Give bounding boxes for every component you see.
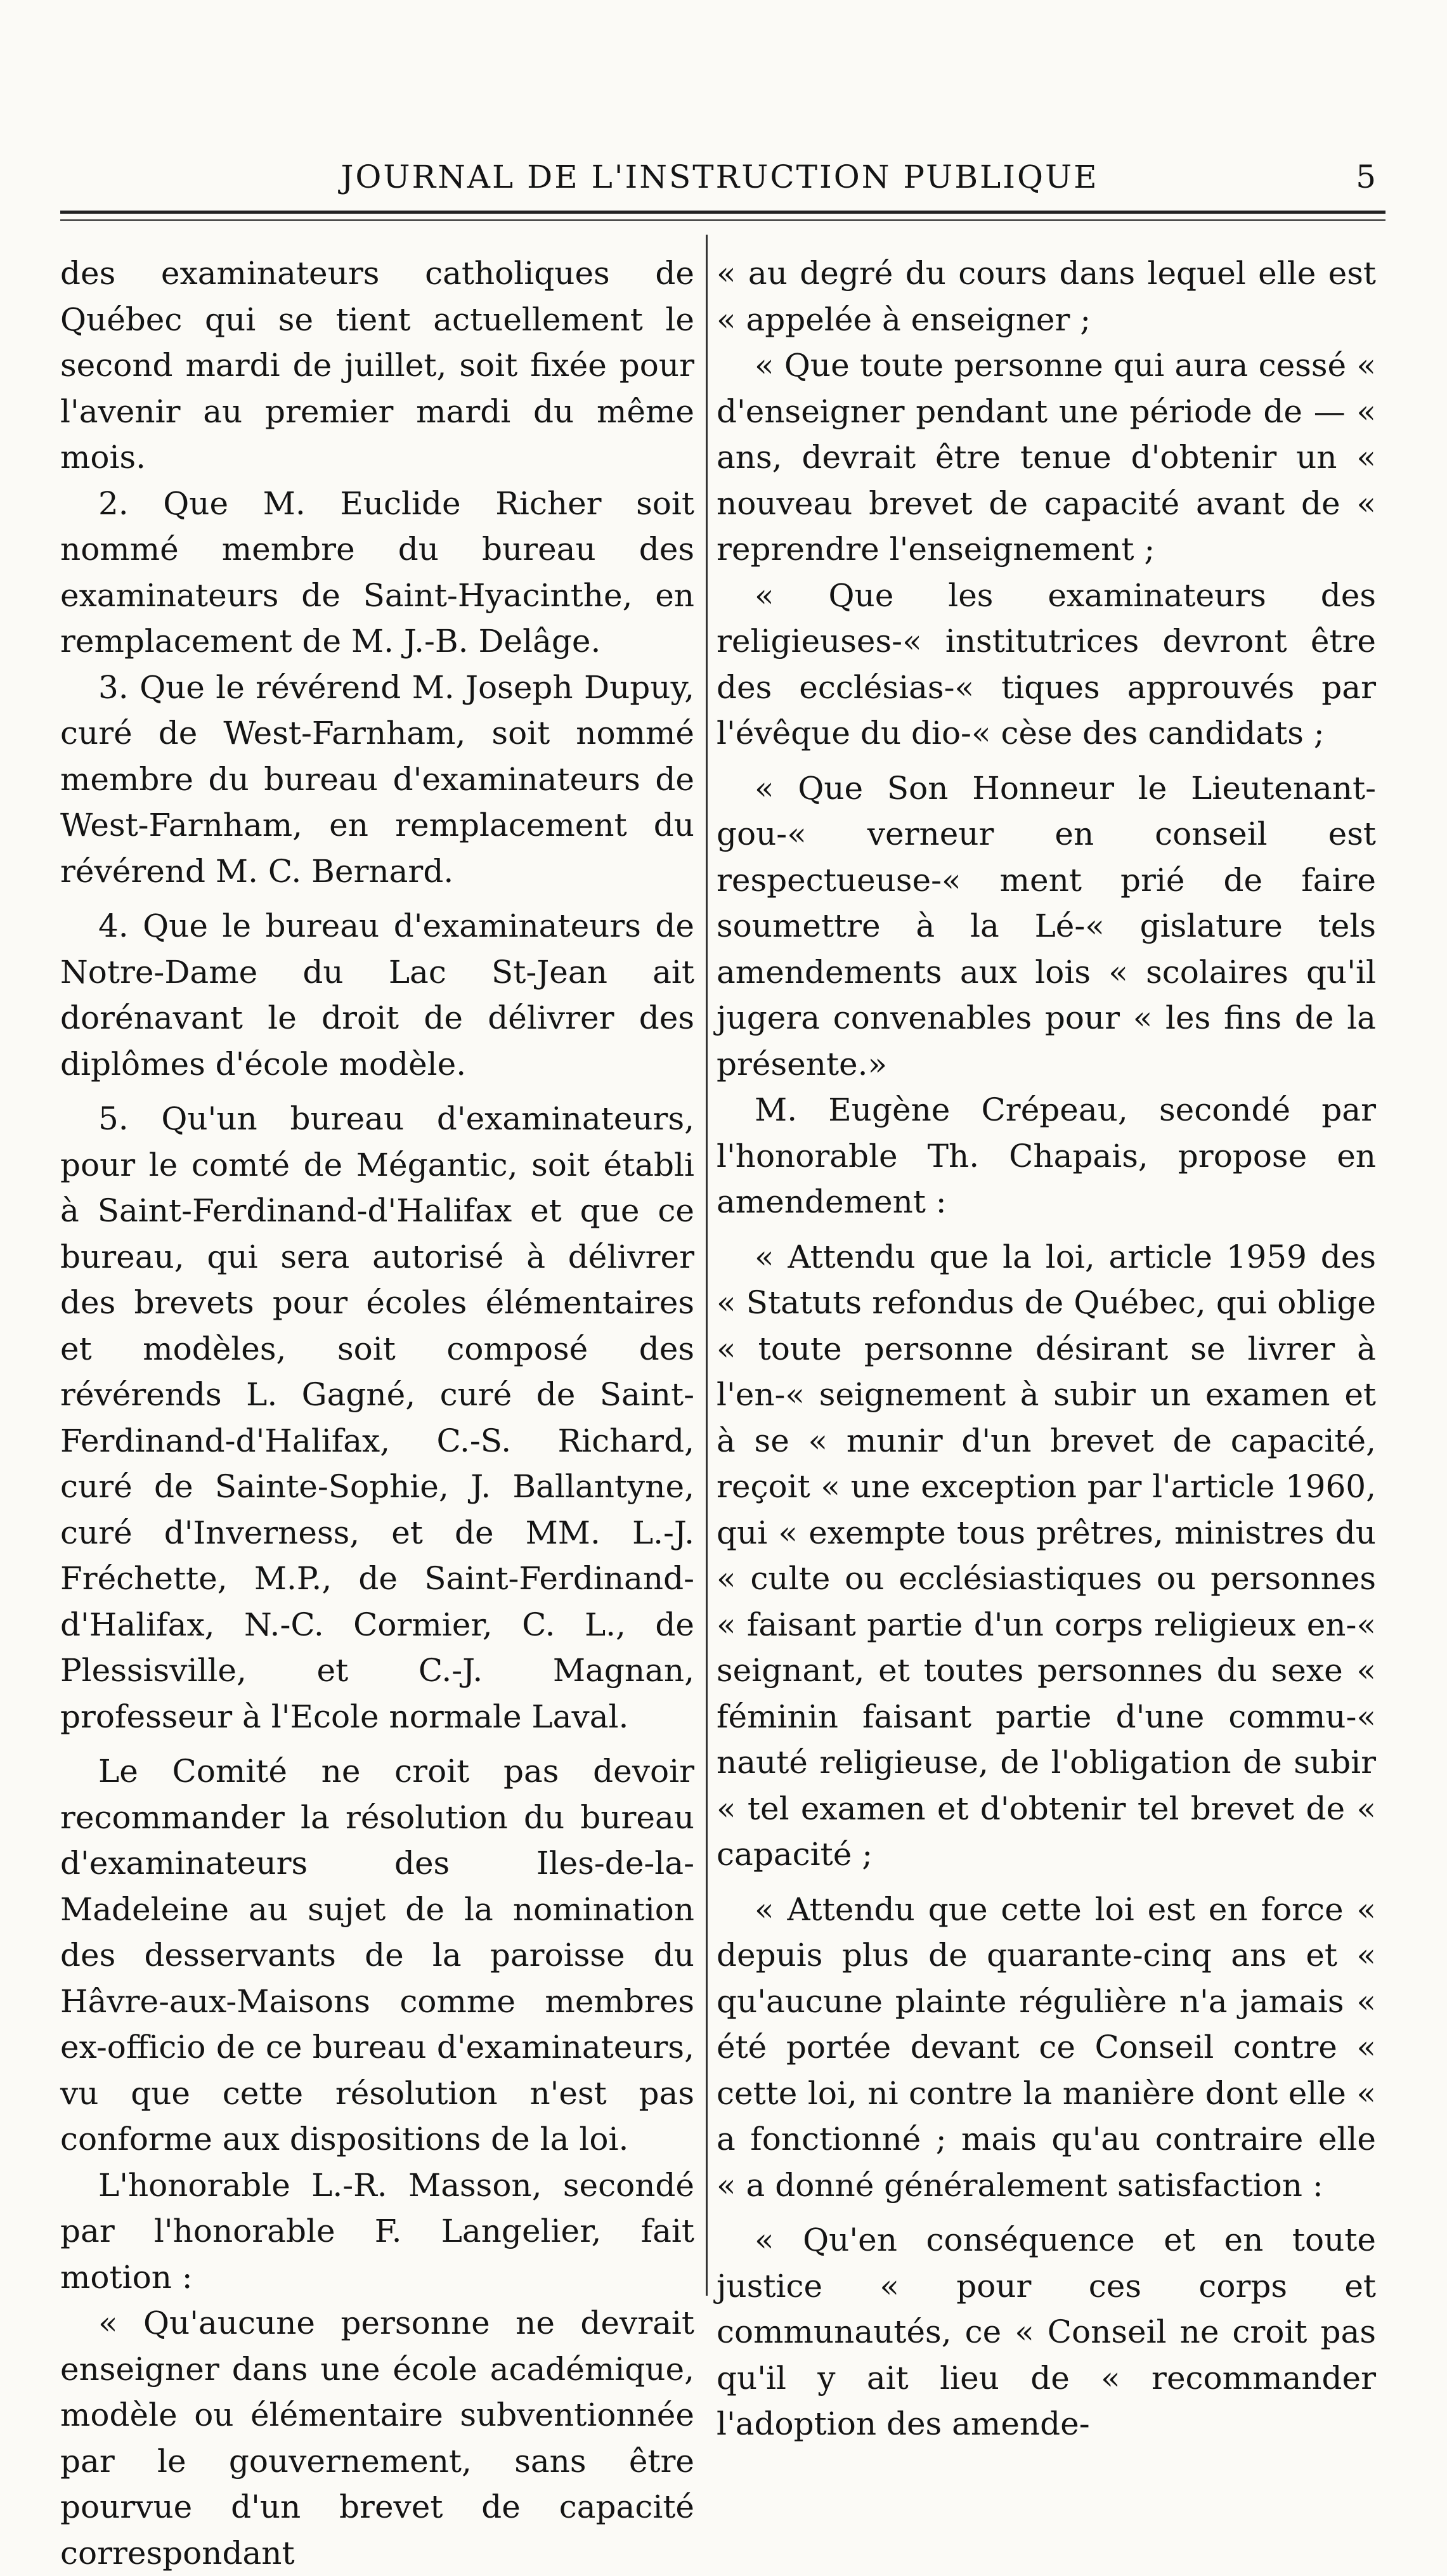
paragraph: « Qu'aucune personne ne devrait enseigner dans une école académique, modèle ou élémentaire subventionnée par le gouvernement, sans être pourvue d'un brevet de capacité correspondant [60, 2305, 694, 2572]
page-number: 5 [1356, 159, 1376, 195]
header-rule-thick [60, 211, 1385, 214]
paragraph: des examinateurs catholiques de Québec qui se tient actuellement le second mardi de juillet, soit fixée pour l'avenir au premier mardi du même mois. [60, 255, 694, 476]
paragraph: « Attendu que cette loi est en force « depuis plus de quarante-cinq ans et « qu'aucune plainte régulière n'a jamais « été portée devant ce Conseil contre « cette loi, ni contre la manière dont elle « a fonctionné ; mais qu'au contraire elle « a donné généralement satisfaction : [717, 1890, 1376, 2204]
journal-title: JOURNAL DE L'INSTRUCTION PUBLIQUE [341, 159, 1099, 195]
paragraph: L'honorable L.-R. Masson, secondé par l'honorable F. Langelier, fait motion : [60, 2166, 694, 2296]
left-column [60, 250, 694, 2572]
paragraph: 3. Que le révérend M. Joseph Dupuy, curé de West-Farnham, soit nommé membre du bureau d'examinateurs de West-Farnham, en remplacement du révérend M. C. Bernard. [60, 668, 694, 890]
paragraph: « Que Son Honneur le Lieutenant-gou-« verneur en conseil est respectueuse-« ment prié de faire soumettre à la Lé-« gislature tels amendements aux lois « scolaires qu'il jugera convenables pour « les fins de la présente.» [717, 769, 1376, 1083]
right-column [717, 250, 1376, 2442]
paragraph: Le Comité ne croit pas devoir recommander la résolution du bureau d'examinateurs des Iles-de-la-Madeleine au sujet de la nomination des desservants de la paroisse du Hâvre-aux-Maisons comme membres ex-officio de ce bureau d'examinateurs, vu que cette résolution n'est pas conforme aux dispositions de la loi. [60, 1753, 694, 2157]
paragraph: « Que toute personne qui aura cessé « d'enseigner pendant une période de — « ans, devrait être tenue d'obtenir un « nouveau brevet de capacité avant de « reprendre l'enseignement ; [717, 347, 1376, 568]
paragraph: 2. Que M. Euclide Richer soit nommé membre du bureau des examinateurs de Saint-Hyacinthe, en remplacement de M. J.-B. Delâge. [60, 485, 694, 660]
paragraph: « Attendu que la loi, article 1959 des « Statuts refondus de Québec, qui oblige « toute personne désirant se livrer à l'en-« seignement à subir un examen et à se « munir d'un brevet de capacité, reçoit « une exception par l'article 1960, qui « exempte tous prêtres, ministres du « culte ou ecclésiastiques ou personnes « faisant partie d'un corps religieux en-« seignant, et toutes personnes du sexe « féminin faisant partie d'une commu-« nauté religieuse, de l'obligation de subir « tel examen et d'obtenir tel brevet de « capacité ; [717, 1238, 1376, 1873]
header-rule-thin [60, 219, 1385, 221]
paragraph: « au degré du cours dans lequel elle est « appelée à enseigner ; [717, 255, 1376, 338]
running-header [51, 159, 1389, 203]
paragraph: « Qu'en conséquence et en toute justice « pour ces corps et communautés, ce « Conseil ne croit pas qu'il y ait lieu de « recommander l'adoption des amende- [717, 2221, 1376, 2442]
paragraph: « Que les examinateurs des religieuses-« institutrices devront être des ecclésias-« tiques approuvés par l'évêque du dio-« cèse des candidats ; [717, 576, 1376, 751]
paragraph: 5. Qu'un bureau d'examinateurs, pour le comté de Mégantic, soit établi à Saint-Ferdinand-d'Halifax et que ce bureau, qui sera autorisé à délivrer des brevets pour écoles élémentaires et modèles, soit composé des révérends L. Gagné, curé de Saint-Ferdinand-d'Halifax, C.-S. Richard, curé de Sainte-Sophie, J. Ballantyne, curé d'Inverness, et de MM. L.-J. Fréchette, M.P., de Saint-Ferdinand-d'Halifax, N.-C. Cormier, C. L., de Plessisville, et C.-J. Magnan, professeur à l'Ecole normale Laval. [60, 1100, 694, 1735]
column-divider [706, 235, 708, 2296]
paragraph: M. Eugène Crépeau, secondé par l'honorable Th. Chapais, propose en amendement : [717, 1091, 1376, 1220]
paragraph: 4. Que le bureau d'examinateurs de Notre-Dame du Lac St-Jean ait dorénavant le droit de délivrer des diplômes d'école modèle. [60, 907, 694, 1083]
